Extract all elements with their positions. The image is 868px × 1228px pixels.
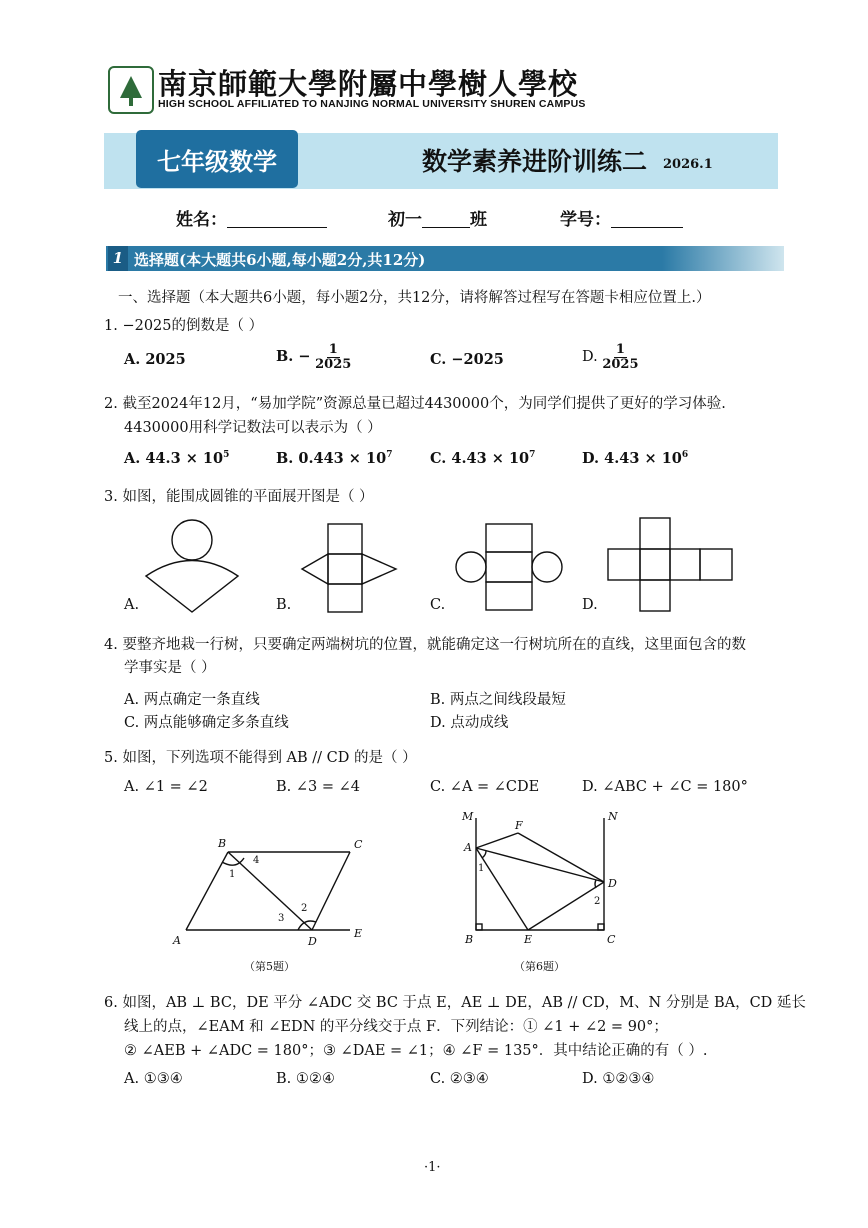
fig6-label-e: E — [524, 933, 533, 946]
fig5-label-c: C — [354, 838, 363, 851]
question-6-stem-line1: 6. 如图，AB ⊥ BC，DE 平分 ∠ADC 交 BC 于点 E，AE ⊥ DE，AB // CD，M、N 分别是 BA，CD 延长 — [104, 995, 806, 1011]
q1-option-a: A. 2025 — [124, 351, 186, 368]
q5-option-c: C. ∠A = ∠CDE — [430, 779, 540, 795]
fig6-label-d: D — [608, 877, 617, 890]
q1-option-c: C. −2025 — [430, 351, 504, 368]
page-number: ·1· — [424, 1160, 441, 1175]
fig6-label-m: M — [462, 810, 474, 823]
question-4-stem-line2: 学事实是（ ） — [124, 660, 216, 676]
school-name-cn: 南京師範大學附屬中學樹人學校 — [158, 67, 579, 101]
fig5-angle-2: 2 — [301, 903, 308, 914]
grade-tab: 七年级数学 — [136, 130, 298, 188]
fig5-angle-4: 4 — [253, 855, 260, 866]
fig6-label-a: A — [464, 841, 472, 854]
fig6-angle-2: 2 — [594, 896, 601, 907]
fig5-angle-3: 3 — [278, 913, 285, 924]
fig6-label-n: N — [608, 810, 618, 823]
fig5-label-b: B — [218, 837, 227, 850]
q4-option-d: D. 点动成线 — [430, 715, 509, 731]
q5-option-d: D. ∠ABC + ∠C = 180° — [582, 779, 748, 795]
fig6-caption: （第6题） — [514, 960, 565, 973]
question-3-stem: 3. 如图，能围成圆锥的平面展开图是（ ） — [104, 489, 374, 505]
frac-denominator: 2025 — [602, 356, 639, 372]
school-name-en: HIGH SCHOOL AFFILIATED TO NANJING NORMAL UNIVERSITY SHUREN CAMPUS — [158, 98, 586, 110]
q4-option-b: B. 两点之间线段最短 — [430, 692, 566, 708]
question-2-stem-line2: 4430000用科学记数法可以表示为（ ） — [124, 420, 382, 436]
question-4-stem-line1: 4. 要整齐地栽一行树，只要确定两端树坑的位置，就能确定这一行树坑所在的直线，这里面包含的数 — [104, 637, 746, 653]
q6-option-c: C. ②③④ — [430, 1071, 489, 1087]
q2-c-base: C. 4.43 × 10 — [430, 450, 530, 467]
fig6-label-f: F — [515, 819, 523, 832]
q4-option-c: C. 两点能够确定多条直线 — [124, 715, 289, 731]
frac-numerator: 1 — [328, 342, 338, 357]
class-label-pre: 初一 — [388, 210, 422, 230]
q2-d-base: D. 4.43 × 10 — [582, 450, 682, 467]
frac-numerator: 1 — [615, 342, 625, 357]
section-title: 选择题(本大题共6小题,每小题2分,共12分) — [134, 251, 426, 269]
id-label: 学号： — [560, 210, 611, 230]
fig5-label-a: A — [173, 934, 181, 947]
q2-d-exp: 6 — [681, 450, 689, 461]
question-6-stem-line2: 线上的点，∠EAM 和 ∠EDN 的平分线交于点 F．下列结论：① ∠1 + ∠2 = 90°； — [124, 1019, 668, 1035]
name-label: 姓名： — [176, 210, 227, 230]
q3-option-c: C. — [430, 597, 446, 613]
q2-a-exp: 5 — [223, 450, 230, 461]
q5-option-a: A. ∠1 = ∠2 — [124, 779, 208, 795]
section-number: 1 — [108, 246, 128, 271]
section-intro: 一、选择题（本大题共6小题，每小题2分，共12分，请将解答过程写在答题卡相应位置上.） — [118, 290, 711, 306]
date-label: 2026.1 — [663, 157, 713, 172]
fig6-label-b: B — [465, 933, 474, 946]
question-2-stem-line1: 2. 截至2024年12月，“易加学院”资源总量已超过4430000个，为同学们提供了更好的学习体验. — [104, 396, 726, 412]
page-title: 数学素养进阶训练二 — [422, 147, 648, 176]
fig5-caption: （第5题） — [244, 960, 295, 973]
q5-option-b: B. ∠3 = ∠4 — [276, 779, 360, 795]
q2-c-exp: 7 — [529, 450, 536, 461]
q1-option-d-label: D. — [582, 349, 598, 366]
q2-b-exp: 7 — [386, 450, 393, 461]
fig5-angle-1: 1 — [229, 869, 236, 880]
q3-option-d: D. — [582, 597, 598, 613]
q6-option-a: A. ①③④ — [124, 1071, 183, 1087]
class-label-post: 班 — [470, 210, 487, 230]
fig6-angle-1: 1 — [478, 863, 485, 874]
q3-option-b: B. — [276, 597, 292, 613]
q1-option-b-label: B. − — [276, 348, 311, 366]
q6-option-d: D. ①②③④ — [582, 1071, 655, 1087]
q2-a-base: A. 44.3 × 10 — [124, 450, 224, 467]
question-1-stem: 1. −2025的倒数是（ ） — [104, 318, 264, 334]
fig5-label-d: D — [308, 935, 317, 948]
q3-option-a: A. — [124, 597, 140, 613]
frac-denominator: 2025 — [315, 356, 352, 372]
q2-b-base: B. 0.443 × 10 — [276, 450, 387, 467]
q6-option-b: B. ①②④ — [276, 1071, 335, 1087]
q4-option-a: A. 两点确定一条直线 — [124, 692, 260, 708]
question-5-stem: 5. 如图，下列选项不能得到 AB // CD 的是（ ） — [104, 750, 417, 766]
fig6-label-c: C — [607, 933, 616, 946]
question-6-stem-line3: ② ∠AEB + ∠ADC = 180°；③ ∠DAE = ∠1；④ ∠F = 135°．其中结论正确的有（ ）. — [124, 1043, 708, 1059]
fig5-label-e: E — [354, 927, 363, 940]
